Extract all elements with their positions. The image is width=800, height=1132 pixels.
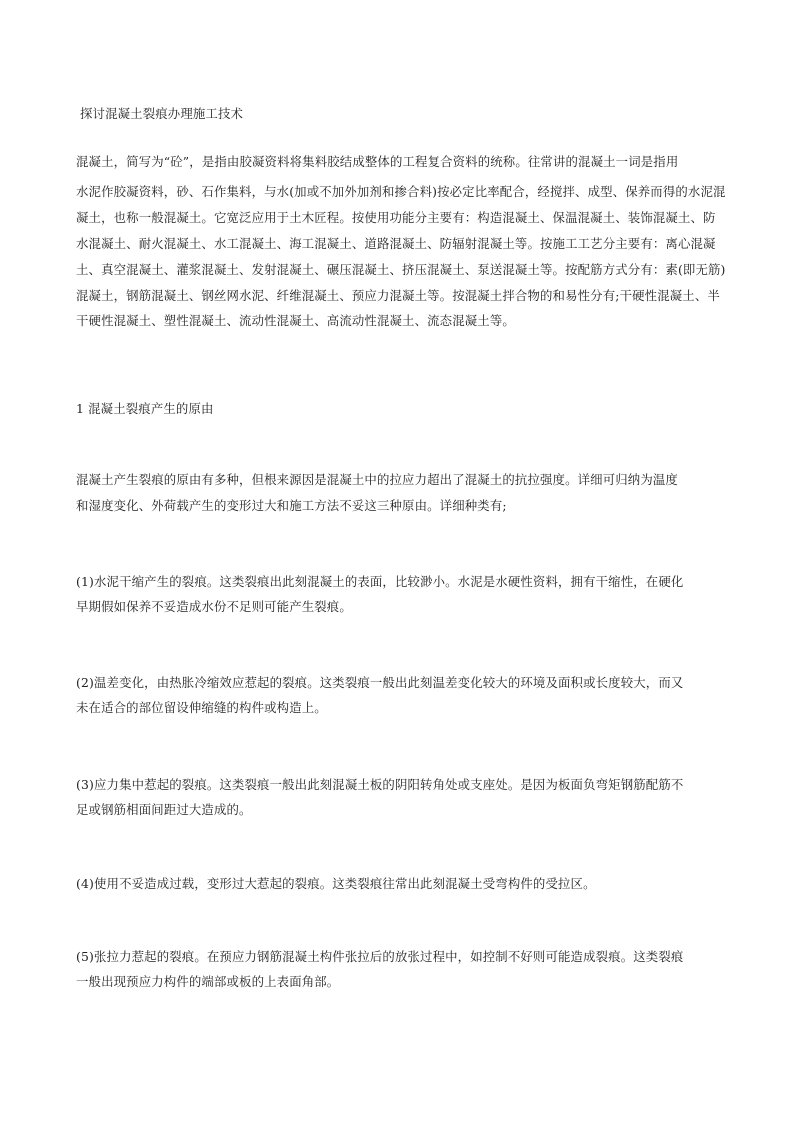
paragraph-line: 足或钢筋相面间距过大造成的。 [76, 802, 252, 817]
paragraph-line: (3)应力集中惹起的裂痕。这类裂痕一般出此刻混凝土板的阴阳转角处或支座处。是因为板面负弯矩钢筋配筋不 [76, 777, 684, 792]
page-title: 探讨混凝土裂痕办理施工技术 [80, 106, 244, 121]
paragraph-line: 干硬性混凝土、塑性混凝土、流动性混凝土、高流动性混凝土、流态混凝土等。 [76, 313, 515, 328]
paragraph-line: (1)水泥干缩产生的裂痕。这类裂痕出此刻混凝土的表面，比较渺小。水泥是水硬性资料，拥有干缩性，在硬化 [76, 574, 684, 589]
paragraph-line: 混凝土产生裂痕的原由有多种，但根来源因是混凝土中的拉应力超出了混凝土的抗拉强度。详细可归纳为温度 [76, 472, 678, 487]
paragraph-line: 凝土，也称一般混凝土。它宽泛应用于土木匠程。按使用功能分主要有：构造混凝土、保温混凝土、装饰混凝土、防 [76, 210, 716, 225]
paragraph-line: 水混凝土、耐火混凝土、水工混凝土、海工混凝土、道路混凝土、防辐射混凝土等。按施工工艺分主要有：离心混凝 [76, 236, 716, 251]
paragraph-line: (5)张拉力惹起的裂痕。在预应力钢筋混凝土构件张拉后的放张过程中，如控制不好则可能造成裂痕。这类裂痕 [76, 949, 684, 964]
paragraph-line: (2)温差变化，由热胀冷缩效应惹起的裂痕。这类裂痕一般出此刻温差变化较大的环境及面积或长度较大，而又 [76, 675, 684, 690]
paragraph-line: 和湿度变化、外荷载产生的变形过大和施工方法不妥这三种原由。详细种类有; [76, 498, 507, 513]
paragraph-line: 混凝土，钢筋混凝土、钢丝网水泥、纤维混凝土、预应力混凝土等。按混凝土拌合物的和易性分有;干硬性混凝土、半 [76, 288, 720, 303]
paragraph-line: 一般出现预应力构件的端部或板的上表面角部。 [76, 974, 340, 989]
paragraph-line: 早期假如保养不妥造成水份不足则可能产生裂痕。 [76, 599, 352, 614]
paragraph-line: 水泥作胶凝资料，砂、石作集料，与水(加或不加外加剂和掺合料)按必定比率配合，经搅拌、成型、保养而得的水泥混 [76, 184, 726, 199]
section-heading: 1 混凝土裂痕产生的原由 [76, 401, 214, 416]
paragraph-line: 混凝土，简写为“砼”，是指由胶凝资料将集料胶结成整体的工程复合资料的统称。往常讲的混凝土一词是指用 [76, 154, 679, 169]
paragraph-line: 土、真空混凝土、灌浆混凝土、发射混凝土、碾压混凝土、挤压混凝土、泵送混凝土等。按配筋方式分有：素(即无筋) [76, 262, 726, 277]
paragraph-line: 未在适合的部位留设伸缩缝的构件或构造上。 [76, 700, 327, 715]
paragraph-line: (4)使用不妥造成过载，变形过大惹起的裂痕。这类裂痕往常出此刻混凝土受弯构件的受拉区。 [76, 876, 596, 891]
